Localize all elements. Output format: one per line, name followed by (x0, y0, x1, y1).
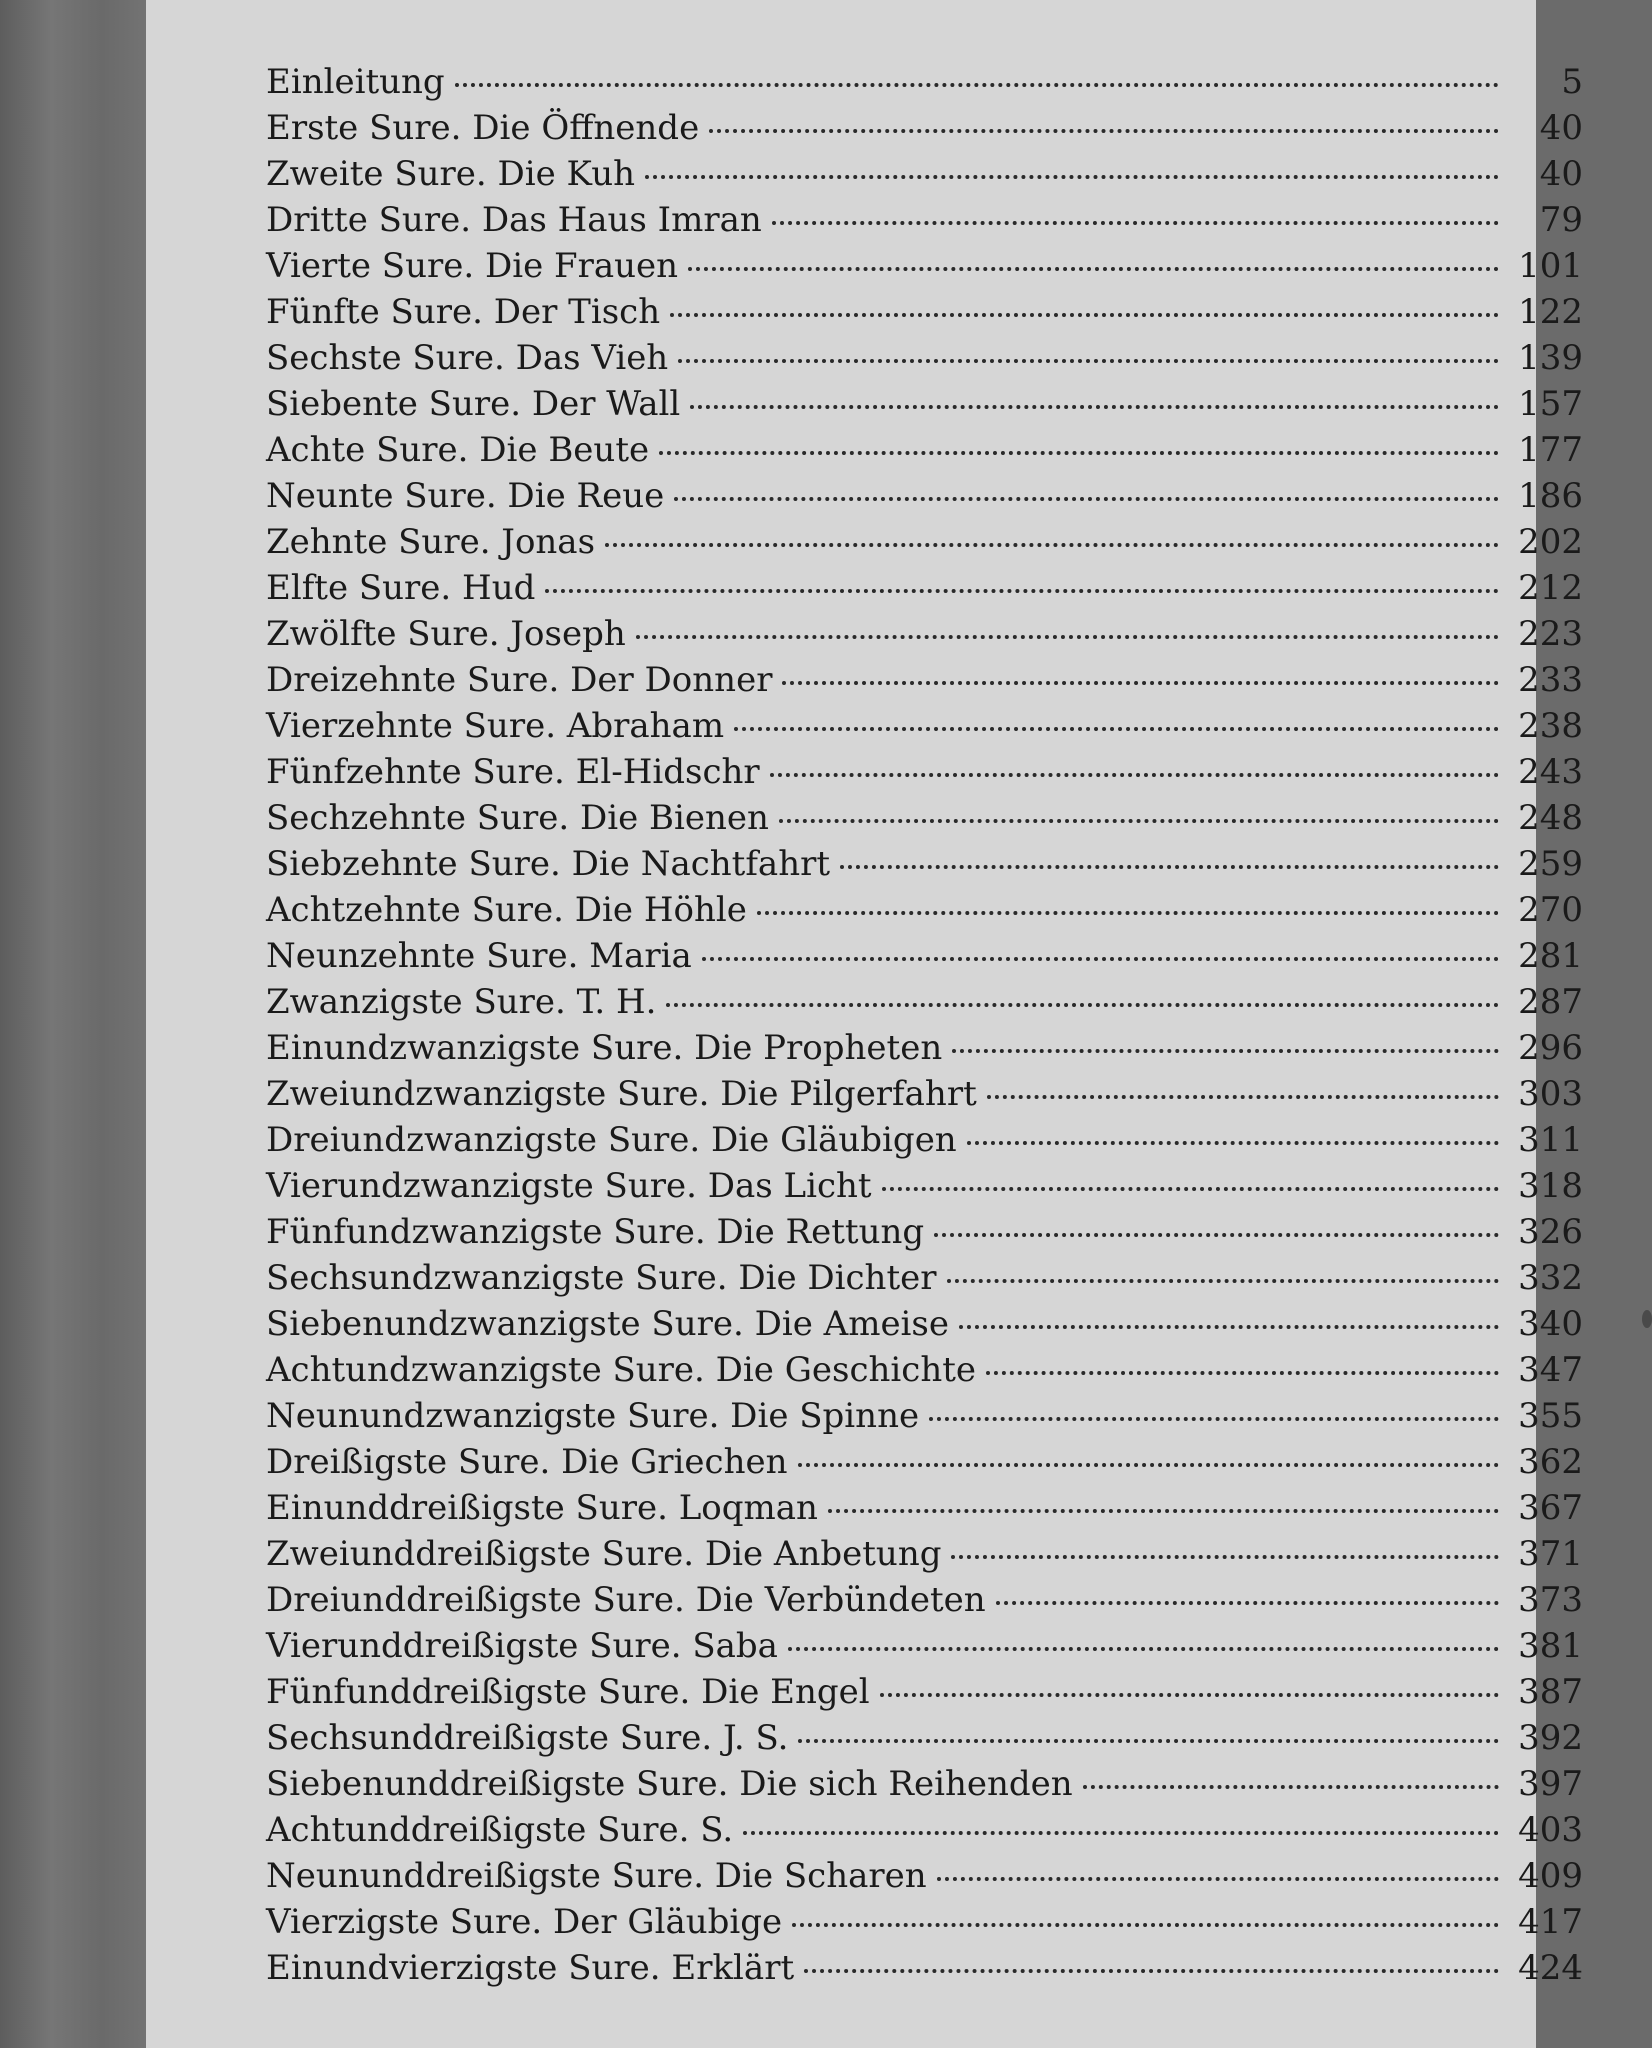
toc-entry-title: Einunddreißigste Sure. Loqman (266, 1488, 818, 1528)
toc-entry-page-number: 332 (1518, 1258, 1583, 1298)
toc-entry (266, 798, 1583, 844)
toc-entry (266, 614, 1583, 660)
dot-leader (688, 267, 1499, 271)
toc-entry (266, 1166, 1583, 1212)
dot-leader (929, 1417, 1499, 1421)
toc-entry (266, 1028, 1583, 1074)
dot-leader (798, 1463, 1499, 1467)
toc-entry-page-number: 5 (1561, 62, 1583, 102)
toc-entry-page-number: 79 (1539, 200, 1583, 240)
dot-leader (934, 1233, 1499, 1237)
toc-entry-title: Fünfunddreißigste Sure. Die Engel (266, 1672, 870, 1712)
toc-entry (266, 1074, 1583, 1120)
toc-entry (266, 844, 1583, 890)
toc-entry (266, 200, 1583, 246)
toc-entry (266, 1718, 1583, 1764)
toc-entry-title: Zehnte Sure. Jonas (266, 522, 596, 562)
toc-entry-page-number: 303 (1518, 1074, 1583, 1114)
toc-entry-title: Zweiunddreißigste Sure. Die Anbetung (266, 1534, 942, 1574)
toc-entry-page-number: 202 (1518, 522, 1583, 562)
dot-leader (734, 727, 1499, 731)
toc-entry-title: Sechsundzwanzigste Sure. Die Dichter (266, 1258, 937, 1298)
dot-leader (545, 589, 1499, 593)
toc-entry (266, 1488, 1583, 1534)
toc-entry (266, 430, 1583, 476)
toc-entry-title: Fünfte Sure. Der Tisch (266, 292, 661, 332)
toc-entry-title: Achtunddreißigste Sure. S. (266, 1810, 734, 1850)
dot-leader (702, 957, 1499, 961)
toc-entry (266, 1304, 1583, 1350)
dot-leader (636, 635, 1499, 639)
dot-leader (709, 129, 1499, 133)
toc-entry-page-number: 355 (1518, 1396, 1583, 1436)
dot-leader (986, 1371, 1499, 1375)
dot-leader (987, 1095, 1499, 1099)
dot-leader (645, 175, 1499, 179)
toc-entry (266, 338, 1583, 384)
dot-leader (882, 1187, 1499, 1191)
toc-entry (266, 1258, 1583, 1304)
toc-entry (266, 1120, 1583, 1166)
toc-entry (266, 1396, 1583, 1442)
toc-entry-title: Fünfzehnte Sure. El-Hidschr (266, 752, 760, 792)
table-of-contents (266, 62, 1583, 1994)
toc-entry-title: Dritte Sure. Das Haus Imran (266, 200, 762, 240)
dot-leader (743, 1831, 1499, 1835)
toc-entry-title: Elfte Sure. Hud (266, 568, 536, 608)
toc-entry (266, 1856, 1583, 1902)
dot-leader (674, 497, 1499, 501)
toc-entry-page-number: 373 (1518, 1580, 1583, 1620)
toc-entry-page-number: 340 (1518, 1304, 1583, 1344)
toc-entry-title: Neunte Sure. Die Reue (266, 476, 665, 516)
toc-entry-title: Neunzehnte Sure. Maria (266, 936, 692, 976)
toc-entry-title: Dreiunddreißigste Sure. Die Verbündeten (266, 1580, 986, 1620)
toc-entry-page-number: 318 (1518, 1166, 1583, 1206)
toc-entry-title: Achtzehnte Sure. Die Höhle (266, 890, 747, 930)
toc-entry-page-number: 40 (1539, 154, 1583, 194)
toc-entry-page-number: 122 (1518, 292, 1583, 332)
toc-entry-page-number: 233 (1518, 660, 1583, 700)
toc-entry-title: Vierzigste Sure. Der Gläubige (266, 1902, 783, 1942)
toc-entry-title: Achtundzwanzigste Sure. Die Geschichte (266, 1350, 976, 1390)
toc-entry (266, 108, 1583, 154)
toc-entry-page-number: 424 (1518, 1948, 1583, 1988)
toc-entry-title: Vierunddreißigste Sure. Saba (266, 1626, 778, 1666)
toc-entry-page-number: 387 (1518, 1672, 1583, 1712)
toc-entry-title: Siebenundzwanzigste Sure. Die Ameise (266, 1304, 950, 1344)
toc-entry (266, 1764, 1583, 1810)
dot-leader (788, 1647, 1499, 1651)
toc-entry-page-number: 417 (1518, 1902, 1583, 1942)
toc-entry (266, 1580, 1583, 1626)
toc-entry-title: Vierte Sure. Die Frauen (266, 246, 679, 286)
toc-entry-page-number: 311 (1518, 1120, 1583, 1160)
toc-entry (266, 476, 1583, 522)
toc-entry-title: Siebente Sure. Der Wall (266, 384, 681, 424)
toc-entry (266, 1948, 1583, 1994)
toc-entry-title: Sechste Sure. Das Vieh (266, 338, 669, 378)
dot-leader (880, 1693, 1499, 1697)
toc-entry-page-number: 397 (1518, 1764, 1583, 1804)
toc-entry (266, 982, 1583, 1028)
toc-entry-page-number: 367 (1518, 1488, 1583, 1528)
toc-entry-page-number: 238 (1518, 706, 1583, 746)
dot-leader (605, 543, 1499, 547)
toc-entry-title: Sechsunddreißigste Sure. J. S. (266, 1718, 789, 1758)
toc-entry-title: Siebzehnte Sure. Die Nachtfahrt (266, 844, 831, 884)
toc-entry (266, 62, 1583, 108)
dot-leader (792, 1923, 1499, 1927)
toc-entry-title: Dreizehnte Sure. Der Donner (266, 660, 773, 700)
toc-entry-page-number: 381 (1518, 1626, 1583, 1666)
dot-leader (782, 681, 1499, 685)
toc-entry-page-number: 362 (1518, 1442, 1583, 1482)
paper-speck (1642, 1310, 1652, 1328)
toc-entry-page-number: 403 (1518, 1810, 1583, 1850)
toc-entry (266, 292, 1583, 338)
dot-leader (798, 1739, 1499, 1743)
toc-entry-title: Dreiundzwanzigste Sure. Die Gläubigen (266, 1120, 957, 1160)
toc-entry-page-number: 243 (1518, 752, 1583, 792)
toc-entry-page-number: 409 (1518, 1856, 1583, 1896)
toc-entry-title: Einundvierzigste Sure. Erklärt (266, 1948, 795, 1988)
dot-leader (959, 1325, 1499, 1329)
dot-leader (828, 1509, 1499, 1513)
toc-entry-title: Achte Sure. Die Beute (266, 430, 650, 470)
toc-entry-page-number: 371 (1518, 1534, 1583, 1574)
toc-entry-title: Zwölfte Sure. Joseph (266, 614, 626, 654)
toc-entry-title: Dreißigste Sure. Die Griechen (266, 1442, 788, 1482)
toc-entry (266, 154, 1583, 200)
book-page (146, 0, 1583, 2048)
dot-leader (455, 83, 1499, 87)
toc-entry-page-number: 259 (1518, 844, 1583, 884)
toc-entry-title: Einundzwanzigste Sure. Die Propheten (266, 1028, 943, 1068)
toc-entry (266, 1534, 1583, 1580)
dot-leader (804, 1969, 1499, 1973)
toc-entry (266, 752, 1583, 798)
dot-leader (670, 313, 1499, 317)
toc-entry-title: Zweiundzwanzigste Sure. Die Pilgerfahrt (266, 1074, 977, 1114)
toc-entry-title: Erste Sure. Die Öffnende (266, 108, 700, 148)
toc-entry (266, 890, 1583, 936)
dot-leader (666, 1003, 1499, 1007)
toc-entry-page-number: 287 (1518, 982, 1583, 1022)
toc-entry-title: Vierzehnte Sure. Abraham (266, 706, 725, 746)
toc-entry-page-number: 223 (1518, 614, 1583, 654)
dot-leader (770, 773, 1499, 777)
dot-leader (772, 221, 1499, 225)
toc-entry (266, 1672, 1583, 1718)
toc-entry-page-number: 248 (1518, 798, 1583, 838)
toc-entry (266, 936, 1583, 982)
dot-leader (757, 911, 1499, 915)
toc-entry-page-number: 186 (1518, 476, 1583, 516)
toc-entry-page-number: 326 (1518, 1212, 1583, 1252)
toc-entry (266, 384, 1583, 430)
toc-entry (266, 1350, 1583, 1396)
toc-entry-title: Neununddreißigste Sure. Die Scharen (266, 1856, 927, 1896)
toc-entry-title: Sechzehnte Sure. Die Bienen (266, 798, 769, 838)
toc-entry-page-number: 139 (1518, 338, 1583, 378)
toc-entry-title: Einleitung (266, 62, 445, 102)
dot-leader (1083, 1785, 1499, 1789)
toc-entry-title: Neunundzwanzigste Sure. Die Spinne (266, 1396, 920, 1436)
toc-entry-title: Vierundzwanzigste Sure. Das Licht (266, 1166, 872, 1206)
toc-entry (266, 568, 1583, 614)
toc-entry-page-number: 40 (1539, 108, 1583, 148)
dot-leader (840, 865, 1499, 869)
dot-leader (779, 819, 1499, 823)
toc-entry-page-number: 157 (1518, 384, 1583, 424)
dot-leader (690, 405, 1499, 409)
toc-entry (266, 1810, 1583, 1856)
toc-entry (266, 660, 1583, 706)
book-spine (0, 0, 146, 2048)
toc-entry-page-number: 101 (1518, 246, 1583, 286)
toc-entry-page-number: 392 (1518, 1718, 1583, 1758)
toc-entry-title: Fünfundzwanzigste Sure. Die Rettung (266, 1212, 925, 1252)
dot-leader (947, 1279, 1500, 1283)
toc-entry (266, 706, 1583, 752)
toc-entry-page-number: 177 (1518, 430, 1583, 470)
toc-entry (266, 1442, 1583, 1488)
toc-entry (266, 246, 1583, 292)
toc-entry-page-number: 296 (1518, 1028, 1583, 1068)
toc-entry-page-number: 347 (1518, 1350, 1583, 1390)
dot-leader (937, 1877, 1499, 1881)
dot-leader (967, 1141, 1499, 1145)
toc-entry-title: Siebenunddreißigste Sure. Die sich Reihenden (266, 1764, 1073, 1804)
toc-entry-page-number: 212 (1518, 568, 1583, 608)
toc-entry (266, 1626, 1583, 1672)
dot-leader (951, 1555, 1499, 1559)
dot-leader (678, 359, 1499, 363)
toc-entry (266, 1902, 1583, 1948)
toc-entry (266, 522, 1583, 568)
toc-entry-page-number: 281 (1518, 936, 1583, 976)
dot-leader (996, 1601, 1499, 1605)
toc-entry-title: Zweite Sure. Die Kuh (266, 154, 636, 194)
toc-entry-page-number: 270 (1518, 890, 1583, 930)
toc-entry (266, 1212, 1583, 1258)
dot-leader (659, 451, 1499, 455)
dot-leader (952, 1049, 1499, 1053)
toc-entry-title: Zwanzigste Sure. T. H. (266, 982, 657, 1022)
